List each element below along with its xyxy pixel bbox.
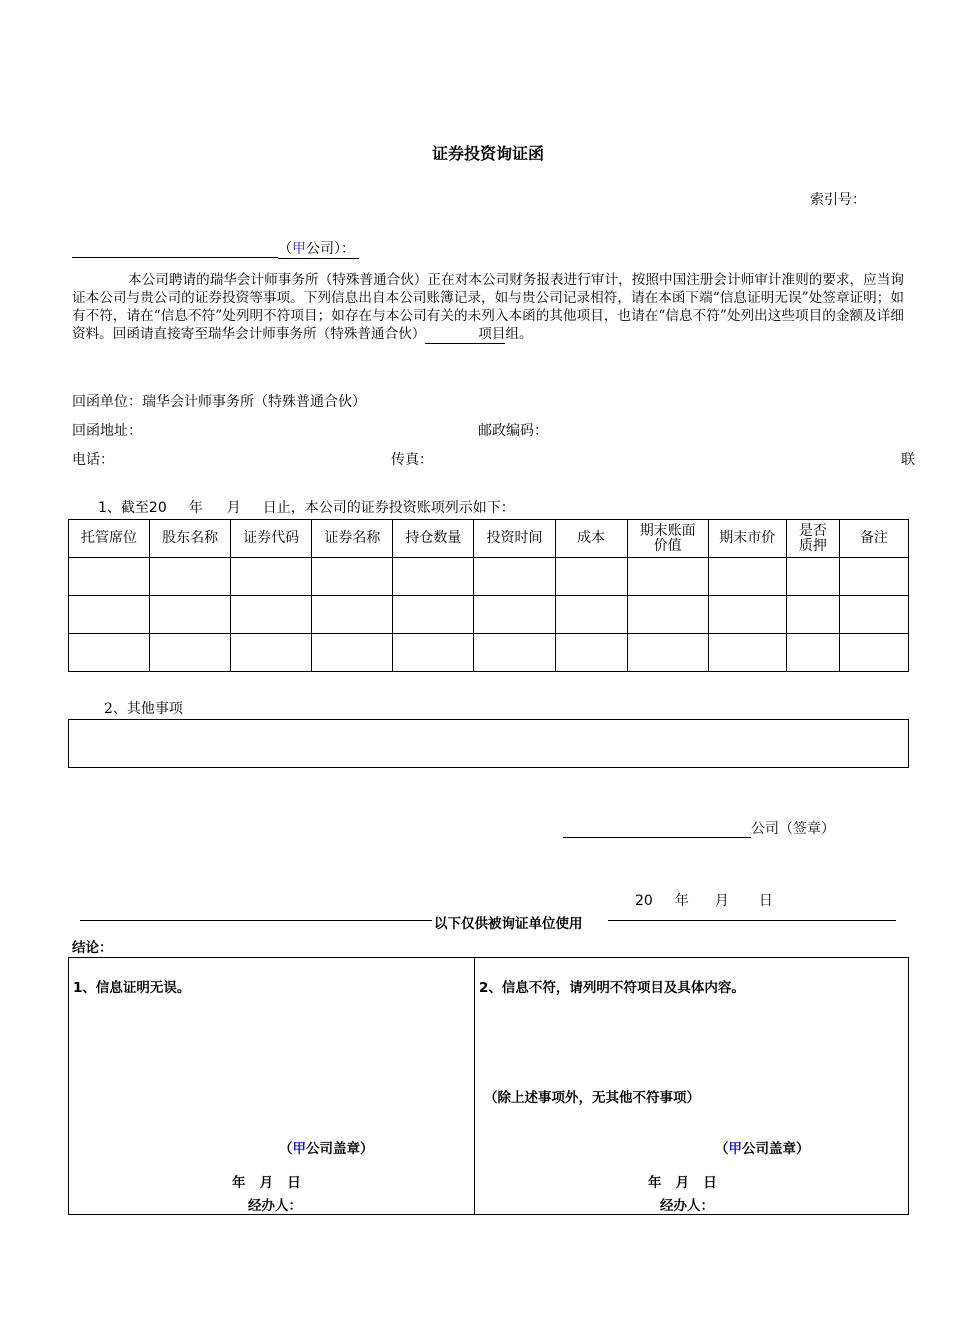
divider-line-left bbox=[80, 920, 432, 921]
index-number-label: 索引号： bbox=[810, 192, 866, 208]
right-date: 年 月 日 bbox=[648, 1175, 717, 1191]
phone-label: 电话： bbox=[72, 452, 114, 468]
header-pledged: 是否质押 bbox=[786, 520, 839, 558]
project-group-blank[interactable]: 项目 bbox=[425, 325, 505, 344]
header-market-price: 期末市价 bbox=[708, 520, 786, 558]
no-other-mismatch-note: （除上述事项外，无其他不符事项） bbox=[484, 1090, 700, 1106]
section2-heading: 2、其他事项 bbox=[104, 701, 183, 717]
left-handler: 经办人： bbox=[248, 1198, 302, 1214]
header-shareholder-name: 股东名称 bbox=[150, 520, 231, 558]
left-stamp: （甲公司盖章） bbox=[279, 1141, 374, 1157]
other-matters-box[interactable] bbox=[68, 719, 909, 768]
table-row bbox=[69, 634, 909, 672]
right-handler: 经办人： bbox=[660, 1198, 714, 1214]
header-book-value: 期末账面价值 bbox=[627, 520, 708, 558]
signature-blank[interactable] bbox=[563, 821, 751, 838]
body-paragraph: 本公司聘请的瑞华会计师事务所（特殊普通合伙）正在对本公司财务报表进行审计，按照中国注册会计师审计准则的要求，应当询证本公司与贵公司的证券投资等事项。下列信息出自本公司账簿记录，如与贵公司记录相符，请在本函下端“信息证明无误”处签章证明；如有不符，请在“信息不符”处列明不符项目；如存在与本公司有关的未列入本函的其他项目，也请在“信息不符”处列出这些项目的金额及详细资料。回函请直接寄至瑞华会计师事务所（特殊普通合伙） 项目组。 bbox=[72, 272, 904, 342]
reply-address-label: 回函地址： bbox=[72, 423, 142, 439]
postcode-label: 邮政编码： bbox=[478, 423, 548, 439]
info-mismatch-heading: 2、信息不符，请列明不符项目及具体内容。 bbox=[479, 980, 745, 996]
conclusion-divider bbox=[474, 957, 475, 1215]
divider-text: 以下仅供被询证单位使用 bbox=[434, 916, 583, 932]
date-line: 20 年 月 日 bbox=[635, 893, 773, 909]
table-row bbox=[69, 558, 909, 596]
header-security-name: 证券名称 bbox=[312, 520, 393, 558]
reply-unit: 回函单位：瑞华会计师事务所（特殊普通合伙） bbox=[72, 394, 366, 410]
header-investment-time: 投资时间 bbox=[474, 520, 555, 558]
addressee-blank[interactable] bbox=[72, 241, 278, 258]
header-remarks: 备注 bbox=[839, 520, 908, 558]
table-row bbox=[69, 596, 909, 634]
info-correct-heading: 1、信息证明无误。 bbox=[73, 980, 191, 996]
header-cost: 成本 bbox=[555, 520, 627, 558]
addressee-line: （甲公司）： bbox=[72, 238, 359, 259]
fax-label: 传真： bbox=[391, 452, 433, 468]
securities-table bbox=[68, 519, 909, 672]
divider-line-right bbox=[608, 920, 896, 921]
party-a-mark: 甲 bbox=[292, 241, 306, 257]
section1-heading: 1、截至20 年 月 日止，本公司的证券投资账项列示如下： bbox=[98, 500, 515, 516]
right-stamp: （甲公司盖章） bbox=[715, 1141, 810, 1157]
header-custody-seat: 托管席位 bbox=[69, 520, 150, 558]
left-date: 年 月 日 bbox=[232, 1175, 301, 1191]
table-header-row bbox=[69, 520, 909, 558]
company-signature: 公司（签章） bbox=[563, 818, 835, 838]
clipped-contact-label: 联 bbox=[901, 452, 915, 468]
header-position-quantity: 持仓数量 bbox=[393, 520, 474, 558]
page-title: 证券投资询证函 bbox=[431, 144, 544, 163]
header-security-code: 证券代码 bbox=[231, 520, 312, 558]
conclusion-label: 结论： bbox=[72, 940, 113, 956]
